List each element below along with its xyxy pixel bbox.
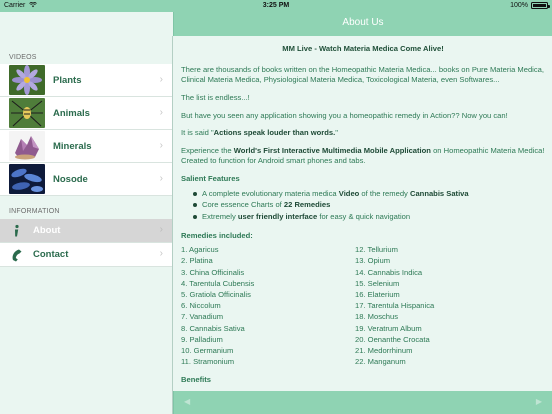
sidebar-item-animals[interactable] <box>0 97 172 130</box>
sidebar-item-minerals[interactable] <box>0 130 172 163</box>
remedy-item: 19. Veratrum Album <box>355 323 422 333</box>
intro-paragraph: There are thousands of books written on the Homeopathic Materia Medica... books on Pure Materia Medica, Clinical Materia Medica, Physiological Materia Medica, Toxicological Materia, even Softwares... <box>181 64 545 85</box>
feature-item <box>193 200 545 211</box>
carrier-text: Carrier <box>4 2 26 9</box>
chevron-right-icon: › <box>159 74 163 85</box>
sidebar-item-label: Minerals <box>53 141 92 152</box>
about-content[interactable] <box>174 36 552 391</box>
remedy-item: 22. Manganum <box>355 357 406 367</box>
feature-bold: 22 Remedies <box>283 200 331 210</box>
remedy-item: 20. Oenanthe Crocata <box>355 334 430 344</box>
quote-prefix: It is said " <box>181 128 214 138</box>
remedy-item: 12. Tellurium <box>355 245 398 255</box>
sidebar-item-label: About <box>33 225 61 236</box>
sidebar-item-label: Nosode <box>53 174 88 185</box>
feature-text: Extremely <box>202 211 238 221</box>
plants-thumbnail <box>9 65 45 95</box>
sidebar-item-plants[interactable] <box>0 64 172 97</box>
remedies-grid <box>181 245 541 368</box>
experience-suffix: on Homeopathic Materia Medica! Created to function for Android smart phones and tabs. <box>181 145 545 166</box>
remedy-item: 15. Selenium <box>355 278 400 288</box>
status-bar <box>0 0 552 12</box>
remedy-item: 6. Niccolum <box>181 301 221 311</box>
remedy-item: 11. Stramonium <box>181 357 235 367</box>
feature-text: of the remedy <box>359 188 410 198</box>
sidebar-item-label: Animals <box>53 108 90 119</box>
sidebar-item-nosode[interactable] <box>0 163 172 196</box>
features-list <box>193 189 545 223</box>
feature-text: Core essence Charts of <box>202 200 284 210</box>
experience-prefix: Experience the <box>181 145 234 155</box>
nav-bar <box>173 12 552 36</box>
remedy-item: 13. Opium <box>355 256 391 266</box>
section-label-videos: VIDEOS <box>9 54 37 61</box>
feature-text: A complete evolutionary materia medica <box>202 188 339 198</box>
experience-paragraph <box>181 146 545 167</box>
sidebar-item-label: Plants <box>53 75 82 86</box>
remedy-item: 5. Gratiola Officinalis <box>181 290 251 299</box>
remedy-item: 3. China Officinalis <box>181 267 245 277</box>
remedy-item: 1. Agaricus <box>181 245 219 255</box>
remedy-item: 8. Cannabis Sativa <box>181 323 245 333</box>
sidebar <box>0 36 173 414</box>
sidebar-item-label: Contact <box>33 249 69 260</box>
question-paragraph: But have you seen any application showing you a homeopathic remedy in Action?? Now you can! <box>181 110 508 120</box>
remedy-item: 18. Moschus <box>355 312 399 322</box>
remedy-item: 9. Palladium <box>181 334 223 344</box>
feature-bold: user friendly interface <box>237 211 318 221</box>
remedies-title: Remedies included: <box>181 230 253 240</box>
webview-toolbar <box>173 391 552 414</box>
page-title: About Us <box>342 17 384 28</box>
remedy-item: 2. Platina <box>181 256 213 266</box>
minerals-thumbnail <box>9 131 45 161</box>
features-title: Salient Features <box>181 174 240 183</box>
remedy-item: 14. Cannabis Indica <box>355 267 423 277</box>
remedy-item: 10. Germanium <box>181 346 234 356</box>
quote-suffix: " <box>335 128 338 138</box>
chevron-right-icon: › <box>159 248 163 259</box>
content-headline: MM Live - Watch Materia Medica Come Alive! <box>282 44 444 53</box>
sidebar-item-about[interactable] <box>0 219 172 243</box>
battery-percent: 100% <box>510 2 528 9</box>
remedy-item: 7. Vanadium <box>181 312 224 322</box>
clock: 3:25 PM <box>262 2 290 9</box>
remedy-item: 16. Elaterium <box>355 290 400 299</box>
phone-icon <box>10 248 24 262</box>
battery-indicator <box>510 2 548 9</box>
battery-icon <box>531 2 548 9</box>
chevron-right-icon: › <box>159 224 163 235</box>
chevron-right-icon: › <box>159 173 163 184</box>
quote-paragraph <box>181 128 545 139</box>
feature-bold: Cannabis Sativa <box>409 188 469 198</box>
quote-text: Actions speak louder than words. <box>213 128 336 138</box>
nosode-thumbnail <box>9 164 45 194</box>
benefits-title: Benefits <box>181 374 211 384</box>
remedy-item: 21. Medorrhinum <box>355 346 413 356</box>
remedy-item: 17. Tarentula Hispanica <box>355 301 435 311</box>
chevron-right-icon: › <box>159 140 163 151</box>
info-icon <box>10 224 24 238</box>
feature-item <box>193 212 545 223</box>
chevron-right-icon: › <box>159 107 163 118</box>
endless-paragraph: The list is endless...! <box>181 92 250 102</box>
remedies-column-right <box>355 245 529 368</box>
sidebar-header <box>0 12 172 36</box>
remedies-column-left <box>181 245 355 368</box>
sidebar-item-contact[interactable] <box>0 243 172 267</box>
remedy-item: 4. Tarentula Cubensis <box>181 278 255 288</box>
forward-arrow-icon[interactable]: ▶ <box>535 397 542 406</box>
feature-item <box>193 189 545 200</box>
feature-bold: Video <box>338 188 360 198</box>
animals-thumbnail <box>9 98 45 128</box>
back-arrow-icon[interactable]: ◀ <box>184 397 191 406</box>
experience-bold: World's First Interactive Multimedia Mobile Application <box>233 145 431 155</box>
feature-text: for easy & quick navigation <box>317 211 411 221</box>
section-label-information: INFORMATION <box>9 208 60 215</box>
